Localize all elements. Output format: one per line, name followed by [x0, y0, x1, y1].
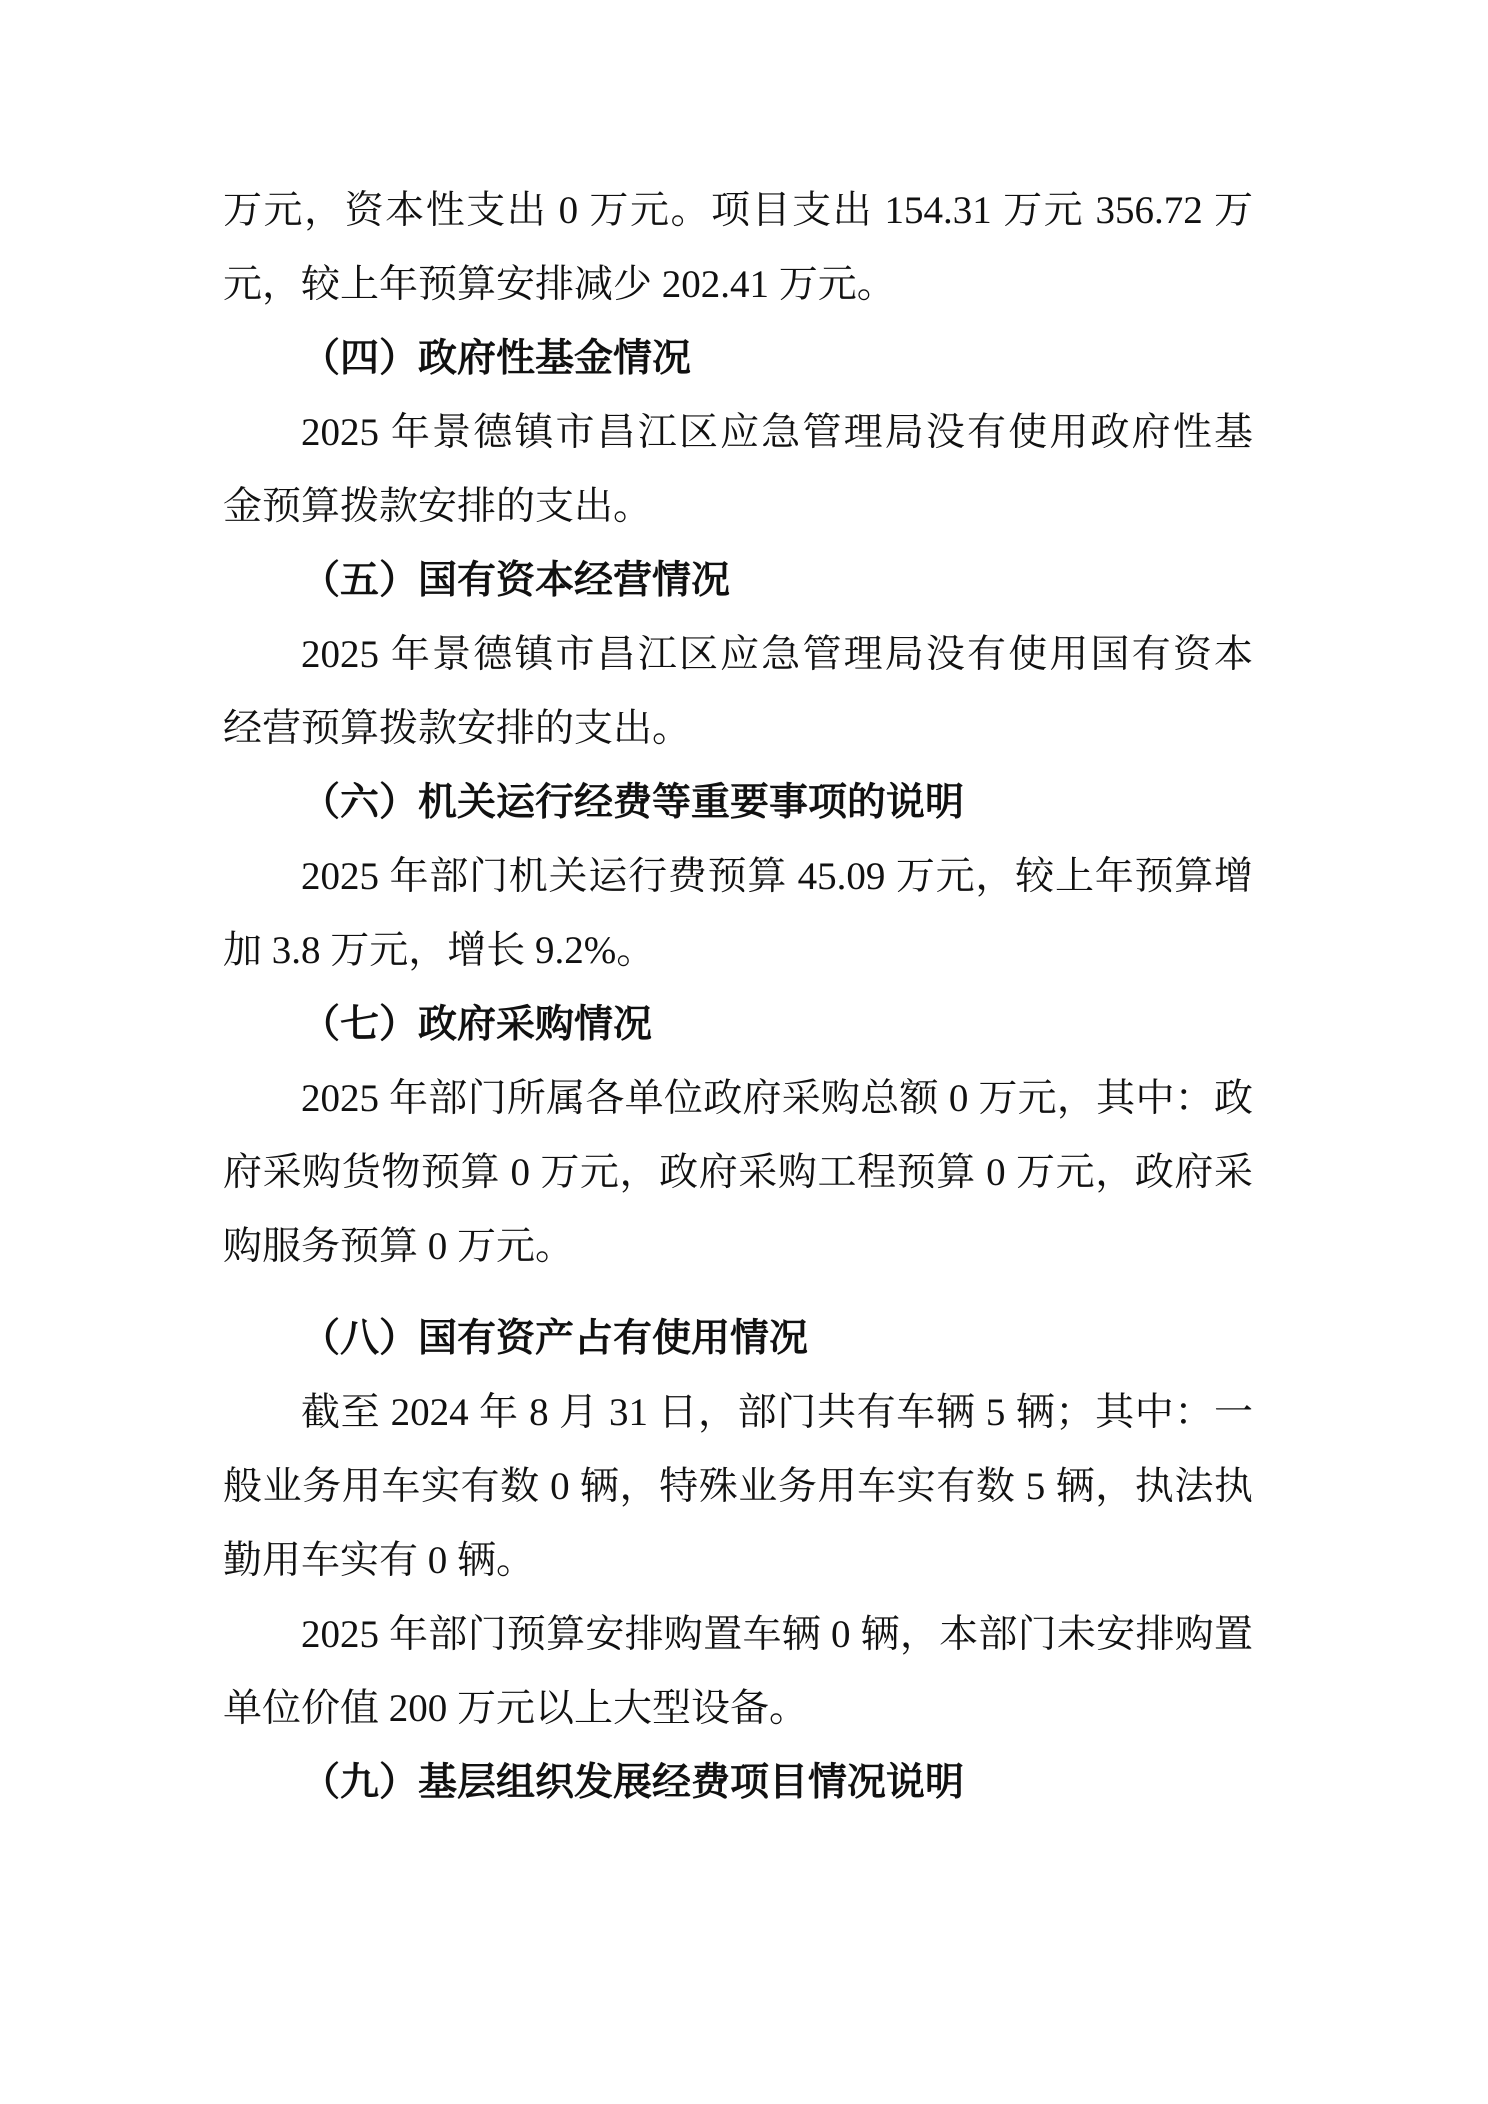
document-body	[223, 174, 1253, 1820]
section-heading: （四）政府性基金情况	[301, 337, 692, 380]
section-heading-block	[223, 322, 1253, 396]
section-heading-block	[223, 766, 1253, 840]
section-heading-block	[223, 544, 1253, 618]
section-heading: （七）政府采购情况	[301, 1003, 653, 1046]
text-line: 2025 年景德镇市昌江区应急管理局没有使用政府性基	[301, 411, 1253, 454]
section-heading: （五）国有资本经营情况	[301, 559, 731, 602]
text-line: 勤用车实有 0 辆。	[223, 1539, 536, 1582]
text-line: 2025 年景德镇市昌江区应急管理局没有使用国有资本	[301, 633, 1253, 676]
paragraph	[223, 1062, 1253, 1284]
text-line: 购服务预算 0 万元。	[223, 1225, 575, 1268]
text-line: 加 3.8 万元，增长 9.2%。	[223, 929, 656, 972]
text-line: 2025 年部门所属各单位政府采购总额 0 万元，其中：政	[301, 1077, 1253, 1120]
paragraph	[223, 396, 1253, 544]
section-heading: （九）基层组织发展经费项目情况说明	[301, 1761, 965, 1804]
section-heading-block	[223, 1746, 1253, 1820]
text-line: 截至 2024 年 8 月 31 日，部门共有车辆 5 辆；其中：一	[301, 1391, 1253, 1434]
paragraph	[223, 840, 1253, 988]
paragraph	[223, 1598, 1253, 1746]
text-line: 2025 年部门机关运行费预算 45.09 万元，较上年预算增	[301, 855, 1253, 898]
text-line: 经营预算拨款安排的支出。	[223, 707, 692, 750]
section-heading: （八）国有资产占有使用情况	[301, 1317, 809, 1360]
text-line: 万元，资本性支出 0 万元。项目支出 154.31 万元 356.72 万	[223, 189, 1253, 232]
paragraph	[223, 174, 1253, 322]
paragraph	[223, 618, 1253, 766]
text-line: 般业务用车实有数 0 辆，特殊业务用车实有数 5 辆，执法执	[223, 1465, 1253, 1508]
section-heading-block	[223, 988, 1253, 1062]
text-line: 府采购货物预算 0 万元，政府采购工程预算 0 万元，政府采	[223, 1151, 1253, 1194]
text-line: 元，较上年预算安排减少 202.41 万元。	[223, 263, 896, 306]
text-line: 金预算拨款安排的支出。	[223, 485, 653, 528]
text-line: 2025 年部门预算安排购置车辆 0 辆，本部门未安排购置	[301, 1613, 1253, 1656]
section-heading: （六）机关运行经费等重要事项的说明	[301, 781, 965, 824]
section-heading-block	[223, 1302, 1253, 1376]
paragraph	[223, 1376, 1253, 1598]
text-line: 单位价值 200 万元以上大型设备。	[223, 1687, 809, 1730]
